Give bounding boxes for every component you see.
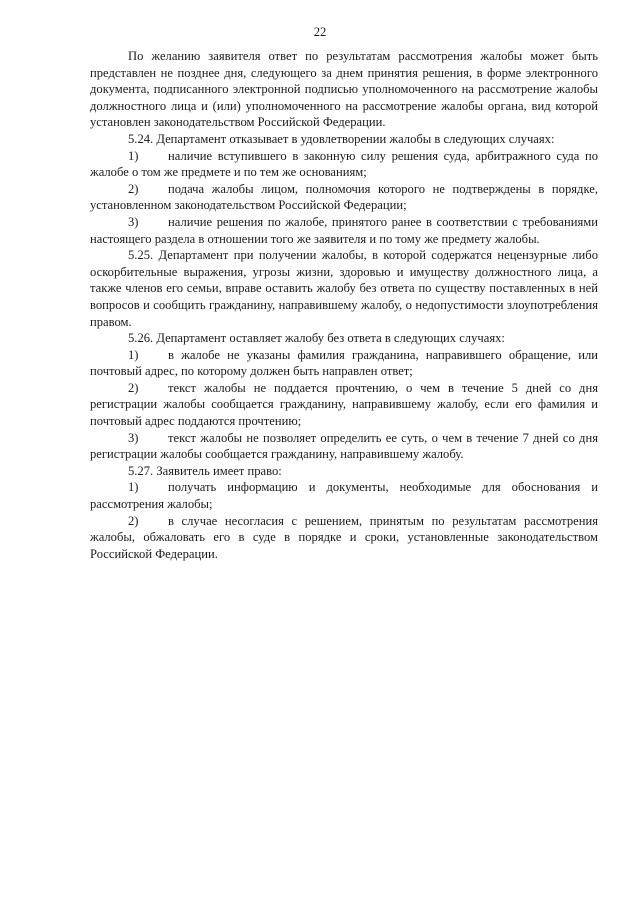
list-item-text: наличие вступившего в законную силу решения суда, арбитражного суда по жалобе о том же предмете и по тем же основаниям; <box>90 148 598 180</box>
list-item <box>90 513 598 563</box>
list-item-number: 1) <box>128 347 139 362</box>
list-item-text: в жалобе не указаны фамилия гражданина, направившего обращение, или почтовый адрес, по которому должен быть направлен ответ; <box>90 347 598 379</box>
list-item-text: подача жалобы лицом, полномочия которого не подтверждены в порядке, установленном законодательством Российской Федерации; <box>90 181 598 213</box>
list-item-text: текст жалобы не поддается прочтению, о чем в течение 5 дней со дня регистрации жалобы сообщается гражданину, направившему жалобу, если его фамилия и почтовый адрес поддаются прочтению; <box>90 380 598 429</box>
list-item-number: 1) <box>128 148 139 163</box>
list-item <box>90 430 598 463</box>
list-item-number: 2) <box>128 380 139 395</box>
list-item-number: 3) <box>128 214 139 229</box>
list-item-text: текст жалобы не позволяет определить ее суть, о чем в течение 7 дней со дня регистрации жалобы сообщается гражданину, направившему жалобу. <box>90 430 598 462</box>
list-item-text: получать информацию и документы, необходимые для обоснования и рассмотрения жалобы; <box>90 480 598 512</box>
list-item-number: 2) <box>128 513 139 528</box>
list-item-number: 1) <box>128 480 139 495</box>
list-item-text: в случае несогласия с решением, принятым по результатам рассмотрения жалобы, обжаловать его в суде в порядке и сроки, установленные законодательством Российской Федерации. <box>90 513 598 561</box>
paragraph-5-27: 5.27. Заявитель имеет право: <box>128 463 282 478</box>
paragraph-intro: По желанию заявителя ответ по результатам рассмотрения жалобы может быть представлен не позднее дня, следующего за днем принятия решения, в форме электронного документа, подписанного электронной подписью уполномоченного на рассмотрение жалобы должностного лица и (или) уполномоченного на рассмотрение жалобы органа, вид которой установлен законодательством Российской Федерации. <box>90 49 598 130</box>
list-item <box>90 380 598 430</box>
list-item <box>90 181 598 214</box>
list-item <box>90 214 598 247</box>
list-item-number: 3) <box>128 430 139 445</box>
paragraph-5-24: 5.24. Департамент отказывает в удовлетворении жалобы в следующих случаях: <box>128 131 555 146</box>
list-item <box>90 148 598 181</box>
paragraph-5-25: 5.25. Департамент при получении жалобы, в которой содержатся нецензурные либо оскорбительные выражения, угрозы жизни, здоровью и имуществу должностного лица, а также членов его семьи, вправе оставить жалобу без ответа по существу поставленных в ней вопросов и сообщить гражданину, направившему жалобу, о недопустимости злоупотребления правом. <box>90 248 598 329</box>
list-item-number: 2) <box>128 181 139 196</box>
paragraph-5-26: 5.26. Департамент оставляет жалобу без ответа в следующих случаях: <box>128 331 505 346</box>
page-number: 22 <box>313 25 327 39</box>
list-item-text: наличие решения по жалобе, принятого ранее в соответствии с требованиями настоящего раздела в отношении того же заявителя и по тому же предмету жалобы. <box>90 214 598 246</box>
document-body <box>90 48 598 562</box>
list-item <box>90 347 598 380</box>
list-item <box>90 479 598 512</box>
